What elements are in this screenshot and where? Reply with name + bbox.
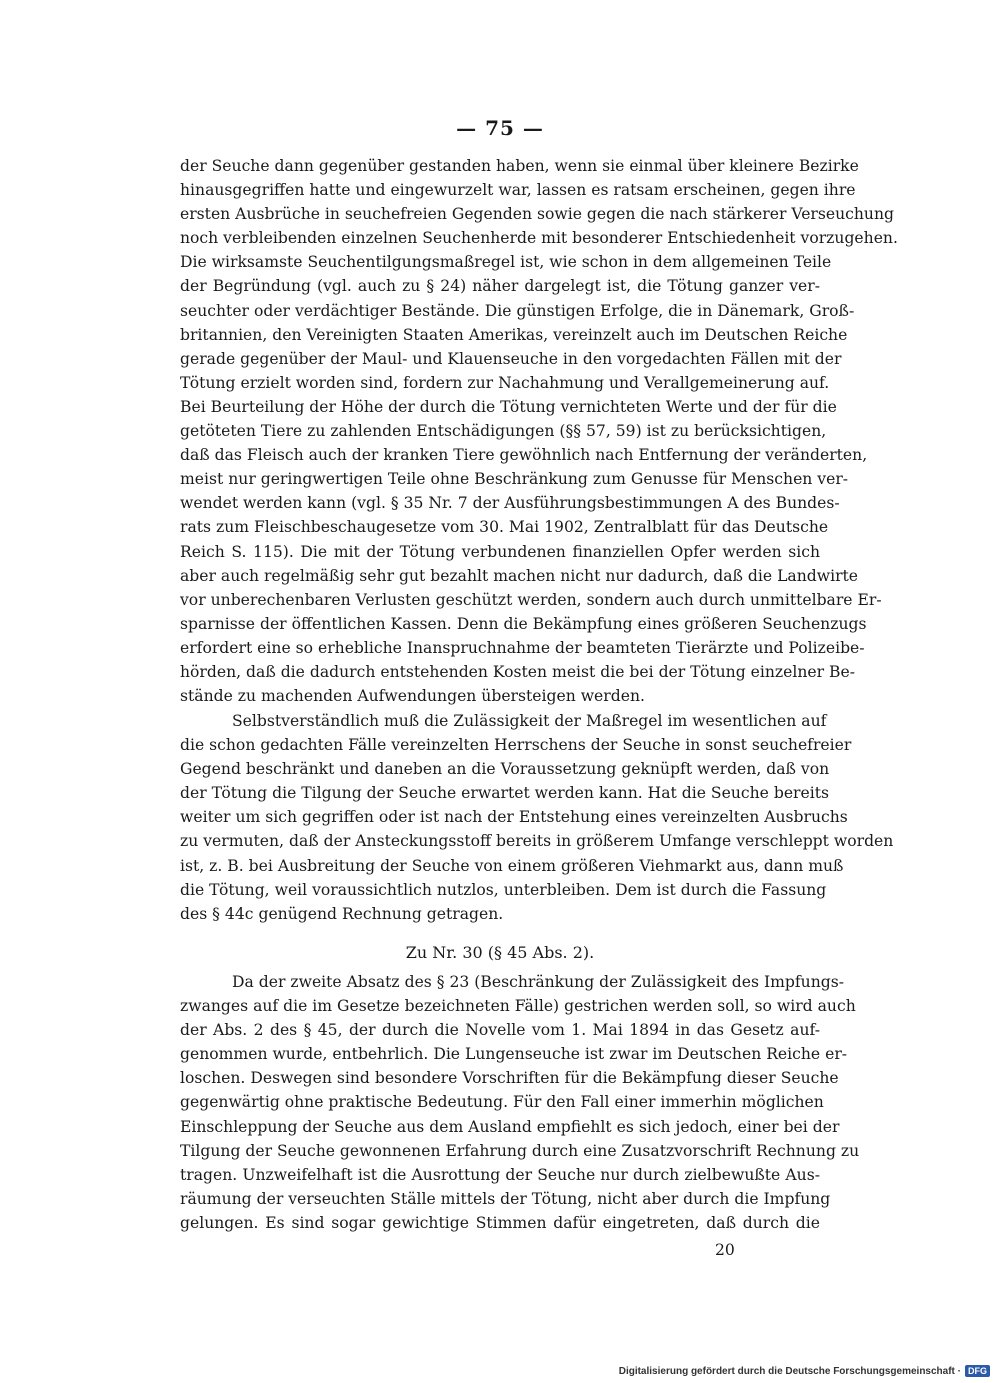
text-line: ersten Ausbrüche in seuchefreien Gegenden sowie gegen die nach stärkerer Verseuchung <box>180 205 894 224</box>
text-line: Reich S. 115). Die mit der Tötung verbundenen finanziellen Opfer werden sich <box>180 542 820 561</box>
text-line: aber auch regelmäßig sehr gut bezahlt machen nicht nur dadurch, daß die Landwirte <box>180 566 859 585</box>
text-line: stände zu machenden Aufwendungen übersteigen werden. <box>180 687 645 706</box>
signature-mark: 20 <box>715 1241 735 1259</box>
text-line: Einschleppung der Seuche aus dem Ausland empfiehlt es sich jedoch, einer bei der <box>180 1117 840 1136</box>
text-line: gerade gegenüber der Maul- und Klauenseuche in den vorgedachten Fällen mit der <box>180 349 842 368</box>
text-line: wendet werden kann (vgl. § 35 Nr. 7 der Ausführungsbestimmungen A des Bundes- <box>180 494 840 513</box>
text-line: genommen wurde, entbehrlich. Die Lungenseuche ist zwar im Deutschen Reiche er- <box>180 1045 848 1064</box>
text-line: Gegend beschränkt und daneben an die Voraussetzung geknüpft werden, daß von <box>180 760 830 779</box>
text-line: daß das Fleisch auch der kranken Tiere gewöhnlich nach Entfernung der veränderten, <box>180 446 868 465</box>
text-line: getöteten Tiere zu zahlenden Entschädigungen (§§ 57, 59) ist zu berücksichtigen, <box>180 422 827 441</box>
text-line: erfordert eine so erhebliche Inanspruchnahme der beamteten Tierärzte und Polizeibe- <box>180 638 865 657</box>
text-line: seuchter oder verdächtiger Bestände. Die günstigen Erfolge, die in Dänemark, Groß- <box>180 301 855 320</box>
paragraph-2 <box>180 709 894 926</box>
paragraph-3 <box>180 970 860 1235</box>
text-line: der Tötung die Tilgung der Seuche erwartet werden kann. Hat die Seuche bereits <box>180 784 829 803</box>
page-number: — 75 — <box>456 116 544 140</box>
text-line: räumung der verseuchten Ställe mittels der Tötung, nicht aber durch die Impfung <box>180 1189 831 1208</box>
text-line: Selbstverständlich muß die Zulässigkeit der Maßregel im wesentlichen auf <box>232 712 827 730</box>
text-line: sparnisse der öffentlichen Kassen. Denn die Bekämpfung eines größeren Seuchenzugs <box>180 614 867 633</box>
section-heading: Zu Nr. 30 (§ 45 Abs. 2). <box>405 943 595 962</box>
paragraph-1 <box>180 154 898 708</box>
text-line: noch verbleibenden einzelnen Seuchenherde mit besonderer Entschiedenheit vorzugehen. <box>180 229 898 248</box>
text-line: Die wirksamste Seuchentilgungsmaßregel ist, wie schon in dem allgemeinen Teile <box>180 253 832 272</box>
text-line: ist, z. B. bei Ausbreitung der Seuche von einem größeren Viehmarkt aus, dann muß <box>180 856 844 875</box>
text-line: die Tötung, weil voraussichtlich nutzlos, unterbleiben. Dem ist durch die Fassung <box>180 880 827 899</box>
text-line: meist nur geringwertigen Teile ohne Beschränkung zum Genusse für Menschen ver- <box>180 470 849 489</box>
text-line: der Begründung (vgl. auch zu § 24) näher dargelegt ist, die Tötung ganzer ver- <box>180 277 820 296</box>
footer-credit <box>619 1365 990 1377</box>
text-line: Bei Beurteilung der Höhe der durch die Tötung vernichteten Werte und der für die <box>180 397 837 416</box>
text-line: zu vermuten, daß der Ansteckungsstoff bereits in größerem Umfange verschleppt worden <box>180 832 894 851</box>
text-line: gegenwärtig ohne praktische Bedeutung. Für den Fall einer immerhin möglichen <box>180 1093 824 1112</box>
dfg-logo-icon: DFG <box>965 1365 990 1377</box>
footer-text: Digitalisierung gefördert durch die Deutsche Forschungsgemeinschaft · <box>618 1365 961 1377</box>
text-line: vor unberechenbaren Verlusten geschützt werden, sondern auch durch unmittelbare Er- <box>180 590 882 609</box>
text-line: tragen. Unzweifelhaft ist die Ausrottung der Seuche nur durch zielbewußte Aus- <box>180 1165 820 1184</box>
text-line: Tilgung der Seuche gewonnenen Erfahrung durch eine Zusatzvorschrift Rechnung zu <box>180 1141 860 1160</box>
text-line: der Abs. 2 des § 45, der durch die Novelle vom 1. Mai 1894 in das Gesetz auf- <box>180 1021 820 1040</box>
text-line: rats zum Fleischbeschaugesetze vom 30. Mai 1902, Zentralblatt für das Deutsche <box>180 518 829 537</box>
text-line: zwanges auf die im Gesetze bezeichneten Fälle) gestrichen werden soll, so wird auch <box>180 997 856 1016</box>
text-line: der Seuche dann gegenüber gestanden haben, wenn sie einmal über kleinere Bezirke <box>180 157 859 175</box>
text-line: Da der zweite Absatz des § 23 (Beschränkung der Zulässigkeit des Impfungs- <box>232 973 844 991</box>
text-line: gelungen. Es sind sogar gewichtige Stimmen dafür eingetreten, daß durch die <box>180 1213 820 1232</box>
text-line: Tötung erzielt worden sind, fordern zur Nachahmung und Verallgemeinerung auf. <box>180 373 830 392</box>
text-line: loschen. Deswegen sind besondere Vorschriften für die Bekämpfung dieser Seuche <box>180 1069 839 1088</box>
text-line: hörden, daß die dadurch entstehenden Kosten meist die bei der Tötung einzelner Be- <box>180 662 855 681</box>
text-line: des § 44c genügend Rechnung getragen. <box>180 904 504 923</box>
text-line: weiter um sich gegriffen oder ist nach der Entstehung eines vereinzelten Ausbruchs <box>180 808 848 827</box>
text-line: britannien, den Vereinigten Staaten Amerikas, vereinzelt auch im Deutschen Reiche <box>180 325 848 344</box>
text-line: hinausgegriffen hatte und eingewurzelt war, lassen es ratsam erscheinen, gegen ihre <box>180 181 856 200</box>
text-line: die schon gedachten Fälle vereinzelten Herrschens der Seuche in sonst seuchefreier <box>180 736 852 755</box>
